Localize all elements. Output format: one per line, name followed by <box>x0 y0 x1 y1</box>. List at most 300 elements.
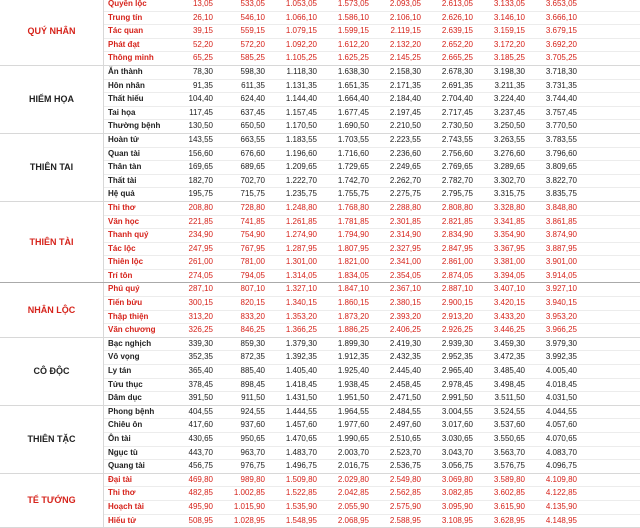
table-cell: 2.730,50 <box>441 121 473 131</box>
table-cell: 2.093,05 <box>389 0 421 8</box>
table-cell: 2.497,60 <box>389 420 421 430</box>
table-cell: 2.354,05 <box>389 270 421 280</box>
row-label: Trung tín <box>108 12 143 22</box>
table-cell: 846,25 <box>240 325 265 335</box>
table-row <box>104 52 640 65</box>
table-cell: 794,05 <box>240 270 265 280</box>
table-cell: 807,10 <box>240 284 265 294</box>
table-cell: 1.755,75 <box>337 189 369 199</box>
table-cell: 456,75 <box>188 461 213 471</box>
table-cell: 3.315,75 <box>493 189 525 199</box>
table-cell: 2.171,35 <box>389 80 421 90</box>
table-cell: 2.406,25 <box>389 325 421 335</box>
table-cell: 2.821,85 <box>441 216 473 226</box>
table-cell: 495,90 <box>188 501 213 511</box>
table-row <box>104 148 640 162</box>
table-cell: 950,65 <box>240 434 265 443</box>
table-cell: 1.742,70 <box>337 175 369 185</box>
table-row <box>104 351 640 365</box>
table-cell: 2.119,15 <box>390 26 421 36</box>
row-label: Hiếu tử <box>108 515 137 525</box>
table-cell: 313,20 <box>188 311 213 321</box>
row-label: Quan tài <box>108 148 141 158</box>
table-cell: 2.834,90 <box>441 230 473 240</box>
table-cell: 417,60 <box>188 420 213 430</box>
table-cell: 3.198,30 <box>493 66 525 76</box>
table-cell: 1.327,10 <box>285 284 317 294</box>
table-cell: 1.028,95 <box>233 515 265 525</box>
table-cell: 1.340,15 <box>285 298 317 308</box>
table-row <box>104 202 640 216</box>
table-cell: 2.861,00 <box>441 257 473 267</box>
table-cell: 1.274,90 <box>285 230 317 240</box>
table-cell: 1.522,85 <box>285 488 317 498</box>
row-label: Hoàn tử <box>108 134 139 144</box>
table-cell: 559,15 <box>240 26 265 36</box>
table-row <box>104 175 640 189</box>
table-cell: 3.940,15 <box>545 298 577 308</box>
table-cell: 833,20 <box>240 311 265 321</box>
table-cell: 1.002,85 <box>233 488 265 498</box>
table-cell: 391,50 <box>188 393 213 403</box>
table-cell: 2.900,15 <box>441 298 473 308</box>
table-cell: 1.794,90 <box>337 230 369 240</box>
table-row <box>104 474 640 488</box>
row-label: Thân tàn <box>108 162 142 172</box>
table-cell: 2.665,25 <box>441 53 473 63</box>
table-cell: 2.795,75 <box>441 189 473 199</box>
table-cell: 3.770,50 <box>545 121 577 131</box>
table-cell: 3.537,60 <box>493 420 525 430</box>
table-cell: 3.407,10 <box>493 284 525 294</box>
table-cell: 78,30 <box>192 66 213 76</box>
table-cell: 91,35 <box>192 80 213 90</box>
table-cell: 1.196,60 <box>285 148 317 158</box>
row-label: Văn chương <box>108 325 156 335</box>
table-cell: 2.575,90 <box>389 501 421 511</box>
table-group <box>0 134 640 202</box>
table-cell: 2.965,40 <box>441 366 473 376</box>
table-group <box>0 0 640 66</box>
table-cell: 1.314,05 <box>285 270 317 280</box>
table-cell: 443,70 <box>188 447 213 457</box>
table-cell: 169,65 <box>188 162 213 172</box>
table-cell: 3.030,65 <box>441 434 473 443</box>
table-cell: 3.822,70 <box>545 175 577 185</box>
table-cell: 885,40 <box>240 366 265 376</box>
row-label: Quyền lộc <box>108 0 147 8</box>
table-cell: 4.083,70 <box>545 447 577 457</box>
table-cell: 3.146,10 <box>493 12 525 22</box>
table-cell: 3.718,30 <box>545 66 577 76</box>
table-row <box>104 433 640 447</box>
table-cell: 2.301,85 <box>389 216 421 226</box>
table-row <box>104 501 640 515</box>
table-cell: 2.288,80 <box>389 202 421 212</box>
table-cell: 728,80 <box>240 202 265 212</box>
table-cell: 2.471,50 <box>389 393 421 403</box>
table-cell: 104,40 <box>188 94 213 104</box>
table-cell: 2.704,40 <box>441 94 473 104</box>
group-title: THIÊN TÀI <box>0 202 104 283</box>
table-cell: 1.248,80 <box>285 202 317 212</box>
table-cell: 1.977,60 <box>337 420 369 430</box>
table-row <box>104 406 640 420</box>
table-row <box>104 379 640 393</box>
table-cell: 1.703,55 <box>337 134 369 144</box>
table-cell: 689,65 <box>240 162 265 172</box>
table-cell: 2.380,15 <box>389 298 421 308</box>
table-cell: 2.678,30 <box>441 66 473 76</box>
table-cell: 898,45 <box>240 379 265 389</box>
table-cell: 182,70 <box>188 175 213 185</box>
table-cell: 2.952,35 <box>441 352 473 362</box>
row-label: Ngục tù <box>108 447 138 457</box>
table-cell: 2.782,70 <box>441 175 473 185</box>
table-cell: 2.249,65 <box>389 162 421 172</box>
table-row <box>104 324 640 337</box>
table-cell: 4.135,90 <box>545 501 577 511</box>
table-cell: 3.511,50 <box>494 393 525 403</box>
table-cell: 3.953,20 <box>545 311 577 321</box>
group-title: QUÝ NHÂN <box>0 0 104 65</box>
table-cell: 859,30 <box>240 338 265 348</box>
table-cell: 2.314,90 <box>389 230 421 240</box>
table-cell: 533,05 <box>240 0 265 8</box>
table-cell: 2.743,55 <box>441 134 473 144</box>
table-cell: 1.053,05 <box>285 0 317 8</box>
table-cell: 365,40 <box>188 366 213 376</box>
table-cell: 3.666,10 <box>545 12 577 22</box>
table-cell: 26,10 <box>192 12 213 22</box>
table-cell: 3.485,40 <box>493 366 525 376</box>
table-cell: 1.222,70 <box>285 175 317 185</box>
row-label: Tai họa <box>108 107 136 117</box>
table-row <box>104 256 640 270</box>
table-cell: 430,65 <box>188 434 213 443</box>
table-cell: 2.756,60 <box>441 148 473 158</box>
table-cell: 143,55 <box>188 134 213 144</box>
table-cell: 3.276,60 <box>493 148 525 158</box>
table-cell: 3.095,90 <box>441 501 473 511</box>
table-cell: 2.588,95 <box>389 515 421 525</box>
table-cell: 611,35 <box>241 80 265 90</box>
table-row <box>104 243 640 257</box>
table-cell: 3.082,85 <box>441 488 473 498</box>
row-label: Hôn nhân <box>108 80 145 90</box>
row-label: Tửu thục <box>108 379 143 389</box>
table-cell: 1.716,60 <box>337 148 369 158</box>
table-cell: 4.057,60 <box>545 420 577 430</box>
group-title: THIÊN TAI <box>0 134 104 201</box>
table-group <box>0 474 640 528</box>
table-cell: 130,50 <box>188 121 213 131</box>
table-row <box>104 365 640 379</box>
row-label: Ôn tài <box>108 434 131 443</box>
table-cell: 1.573,05 <box>337 0 369 8</box>
row-label: Thất hiếu <box>108 94 144 104</box>
table-row <box>104 515 640 528</box>
table-cell: 2.484,55 <box>389 406 421 416</box>
table-cell: 1.183,55 <box>285 134 317 144</box>
table-cell: 1.509,80 <box>285 474 317 484</box>
row-label: Quang tài <box>108 461 145 471</box>
table-cell: 1.612,20 <box>337 39 369 49</box>
table-cell: 2.068,95 <box>337 515 369 525</box>
table-cell: 156,60 <box>188 148 213 158</box>
table-cell: 2.874,05 <box>441 270 473 280</box>
table-cell: 221,85 <box>188 216 213 226</box>
row-label: Đại tài <box>108 474 133 484</box>
table-cell: 4.018,45 <box>545 379 577 389</box>
table-cell: 1.131,35 <box>285 80 317 90</box>
table-cell: 3.004,55 <box>441 406 473 416</box>
table-cell: 1.677,45 <box>337 107 369 117</box>
table-cell: 2.145,25 <box>389 53 421 63</box>
row-label: Thất tài <box>108 175 137 185</box>
table-cell: 4.031,50 <box>545 393 577 403</box>
table-cell: 1.418,45 <box>285 379 317 389</box>
table-cell: 3.914,05 <box>545 270 577 280</box>
table-cell: 3.589,80 <box>493 474 525 484</box>
table-cell: 3.237,45 <box>493 107 525 117</box>
table-row <box>104 12 640 26</box>
row-label: Tiến bửu <box>108 298 143 308</box>
table-cell: 1.925,40 <box>337 366 369 376</box>
table-row <box>104 188 640 201</box>
table-cell: 2.003,70 <box>337 447 369 457</box>
table-cell: 3.224,40 <box>493 94 525 104</box>
table-cell: 2.769,65 <box>441 162 473 172</box>
table-cell: 3.744,40 <box>545 94 577 104</box>
table-cell: 1.066,10 <box>285 12 317 22</box>
table-cell: 3.615,90 <box>493 501 525 511</box>
table-cell: 820,15 <box>240 298 265 308</box>
table-cell: 2.158,30 <box>389 66 421 76</box>
table-cell: 1.664,40 <box>337 94 369 104</box>
table-cell: 2.055,90 <box>337 501 369 511</box>
row-label: Phú quý <box>108 284 140 294</box>
table-cell: 1.092,20 <box>285 39 317 49</box>
table-cell: 2.510,65 <box>389 434 421 443</box>
table-cell: 872,35 <box>240 352 265 362</box>
table-cell: 963,70 <box>240 447 265 457</box>
row-label: Phong bệnh <box>108 406 155 416</box>
table-cell: 924,55 <box>240 406 265 416</box>
table-cell: 1.301,00 <box>285 257 317 267</box>
row-label: Thường bệnh <box>108 121 161 131</box>
table-cell: 1.379,30 <box>285 338 317 348</box>
table-cell: 1.470,65 <box>285 434 317 443</box>
table-cell: 3.809,65 <box>545 162 577 172</box>
row-label: Thi thơ <box>108 488 136 498</box>
table-cell: 2.549,80 <box>389 474 421 484</box>
table-cell: 4.148,95 <box>545 515 577 525</box>
table-cell: 4.044,55 <box>545 406 577 416</box>
table-cell: 1.261,85 <box>285 216 317 226</box>
table-cell: 3.043,70 <box>441 447 473 457</box>
table-cell: 1.964,55 <box>337 406 369 416</box>
table-cell: 1.899,30 <box>337 338 369 348</box>
table-cell: 1.651,35 <box>337 80 369 90</box>
table-cell: 4.122,85 <box>545 488 577 498</box>
group-title: THIÊN TẶC <box>0 406 104 473</box>
table-cell: 767,95 <box>240 243 265 253</box>
row-label: Thông minh <box>108 53 154 63</box>
table-cell: 546,10 <box>240 12 265 22</box>
table-cell: 339,30 <box>188 338 213 348</box>
table-cell: 3.446,25 <box>493 325 525 335</box>
row-label: Thập thiện <box>108 311 149 321</box>
table-row <box>104 311 640 325</box>
row-label: Hoạch tài <box>108 501 145 511</box>
table-cell: 2.197,45 <box>389 107 421 117</box>
table-row <box>104 161 640 175</box>
table-cell: 2.458,45 <box>389 379 421 389</box>
row-label: Thanh quý <box>108 230 149 240</box>
table-cell: 2.445,40 <box>389 366 421 376</box>
table-cell: 3.069,80 <box>441 474 473 484</box>
table-cell: 3.901,00 <box>545 257 577 267</box>
table-cell: 3.354,90 <box>493 230 525 240</box>
group-title: NHÂN LỘC <box>0 283 104 336</box>
table-cell: 1.586,10 <box>337 12 369 22</box>
table-cell: 2.939,30 <box>441 338 473 348</box>
table-cell: 1.834,05 <box>337 270 369 280</box>
table-cell: 1.690,50 <box>337 121 369 131</box>
table-cell: 3.108,95 <box>441 515 473 525</box>
table-cell: 117,45 <box>189 107 213 117</box>
table-row <box>104 229 640 243</box>
table-cell: 3.628,95 <box>493 515 525 525</box>
row-label: Ăn thành <box>108 66 143 76</box>
table-cell: 2.978,45 <box>441 379 473 389</box>
table-cell: 65,25 <box>192 53 213 63</box>
table-cell: 208,80 <box>188 202 213 212</box>
group-title: CÔ ĐỘC <box>0 338 104 405</box>
table-cell: 404,55 <box>188 406 213 416</box>
row-label: Tác lộc <box>108 243 136 253</box>
table-cell: 3.289,65 <box>493 162 525 172</box>
table-cell: 2.341,00 <box>389 257 421 267</box>
table-cell: 2.639,15 <box>441 26 473 36</box>
table-cell: 1.392,35 <box>285 352 317 362</box>
table-cell: 4.070,65 <box>545 434 577 443</box>
table-group <box>0 66 640 134</box>
table-cell: 3.328,80 <box>493 202 525 212</box>
table-cell: 1.079,15 <box>285 26 317 36</box>
table-cell: 1.366,25 <box>285 325 317 335</box>
table-cell: 2.847,95 <box>441 243 473 253</box>
table-cell: 2.691,35 <box>441 80 473 90</box>
table-cell: 2.432,35 <box>389 352 421 362</box>
table-cell: 1.599,15 <box>337 26 369 36</box>
table-cell: 1.807,95 <box>337 243 369 253</box>
table-cell: 3.302,70 <box>493 175 525 185</box>
table-cell: 781,00 <box>240 257 265 267</box>
table-cell: 2.223,55 <box>389 134 421 144</box>
table-cell: 3.056,75 <box>441 461 473 471</box>
table-cell: 39,15 <box>192 26 213 36</box>
table-row <box>104 392 640 405</box>
table-cell: 2.262,70 <box>389 175 421 185</box>
table-cell: 4.096,75 <box>545 461 577 471</box>
table-cell: 300,15 <box>188 298 213 308</box>
table-cell: 1.483,70 <box>285 447 317 457</box>
table-cell: 650,50 <box>240 121 265 131</box>
table-cell: 2.717,45 <box>441 107 473 117</box>
table-cell: 1.625,25 <box>337 53 369 63</box>
table-cell: 2.536,75 <box>389 461 421 471</box>
table-cell: 1.938,45 <box>337 379 369 389</box>
row-label: Trí tôn <box>108 270 133 280</box>
table-cell: 3.848,80 <box>545 202 577 212</box>
table-cell: 1.548,95 <box>285 515 317 525</box>
table-cell: 624,40 <box>240 94 265 104</box>
table-cell: 3.835,75 <box>545 189 577 199</box>
table-cell: 1.118,30 <box>286 66 317 76</box>
table-cell: 3.498,45 <box>493 379 525 389</box>
table-cell: 2.613,05 <box>441 0 473 8</box>
table-cell: 3.133,05 <box>493 0 525 8</box>
row-label: Dâm dục <box>108 393 142 403</box>
table-cell: 234,90 <box>188 230 213 240</box>
table-cell: 1.886,25 <box>337 325 369 335</box>
table-cell: 3.211,35 <box>494 80 525 90</box>
table-cell: 937,60 <box>240 420 265 430</box>
table-cell: 2.562,85 <box>389 488 421 498</box>
table-cell: 1.860,15 <box>337 298 369 308</box>
table-cell: 4.109,80 <box>545 474 577 484</box>
table-cell: 2.991,50 <box>441 393 473 403</box>
row-label: Văn học <box>108 216 140 226</box>
row-label: Bạc nghịch <box>108 338 152 348</box>
table-cell: 2.808,80 <box>441 202 473 212</box>
table-cell: 2.887,10 <box>441 284 473 294</box>
table-row <box>104 297 640 311</box>
table-cell: 989,80 <box>240 474 265 484</box>
table-cell: 2.275,75 <box>389 189 421 199</box>
row-label: Ly tán <box>108 366 132 376</box>
table-cell: 3.524,55 <box>493 406 525 416</box>
table-cell: 469,80 <box>188 474 213 484</box>
table-cell: 2.184,40 <box>389 94 421 104</box>
table-row <box>104 487 640 501</box>
table-row <box>104 460 640 473</box>
table-cell: 2.327,95 <box>389 243 421 253</box>
table-cell: 1.353,20 <box>285 311 317 321</box>
table-cell: 3.172,20 <box>493 39 525 49</box>
table-cell: 741,85 <box>240 216 265 226</box>
table-cell: 1.951,50 <box>337 393 369 403</box>
table-cell: 1.847,10 <box>337 284 369 294</box>
table-cell: 3.796,60 <box>545 148 577 158</box>
table-cell: 326,25 <box>188 325 213 335</box>
table-cell: 676,60 <box>240 148 265 158</box>
table-cell: 1.990,65 <box>337 434 369 443</box>
table-cell: 3.341,85 <box>493 216 525 226</box>
row-label: Tác quan <box>108 26 144 36</box>
table-row <box>104 270 640 283</box>
table-cell: 3.433,20 <box>493 311 525 321</box>
table-cell: 3.563,70 <box>493 447 525 457</box>
table-cell: 247,95 <box>188 243 213 253</box>
row-label: Chiêu ôn <box>108 420 143 430</box>
table-cell: 715,75 <box>240 189 265 199</box>
table-cell: 1.209,65 <box>285 162 317 172</box>
table-cell: 195,75 <box>188 189 213 199</box>
table-cell: 3.472,35 <box>493 352 525 362</box>
